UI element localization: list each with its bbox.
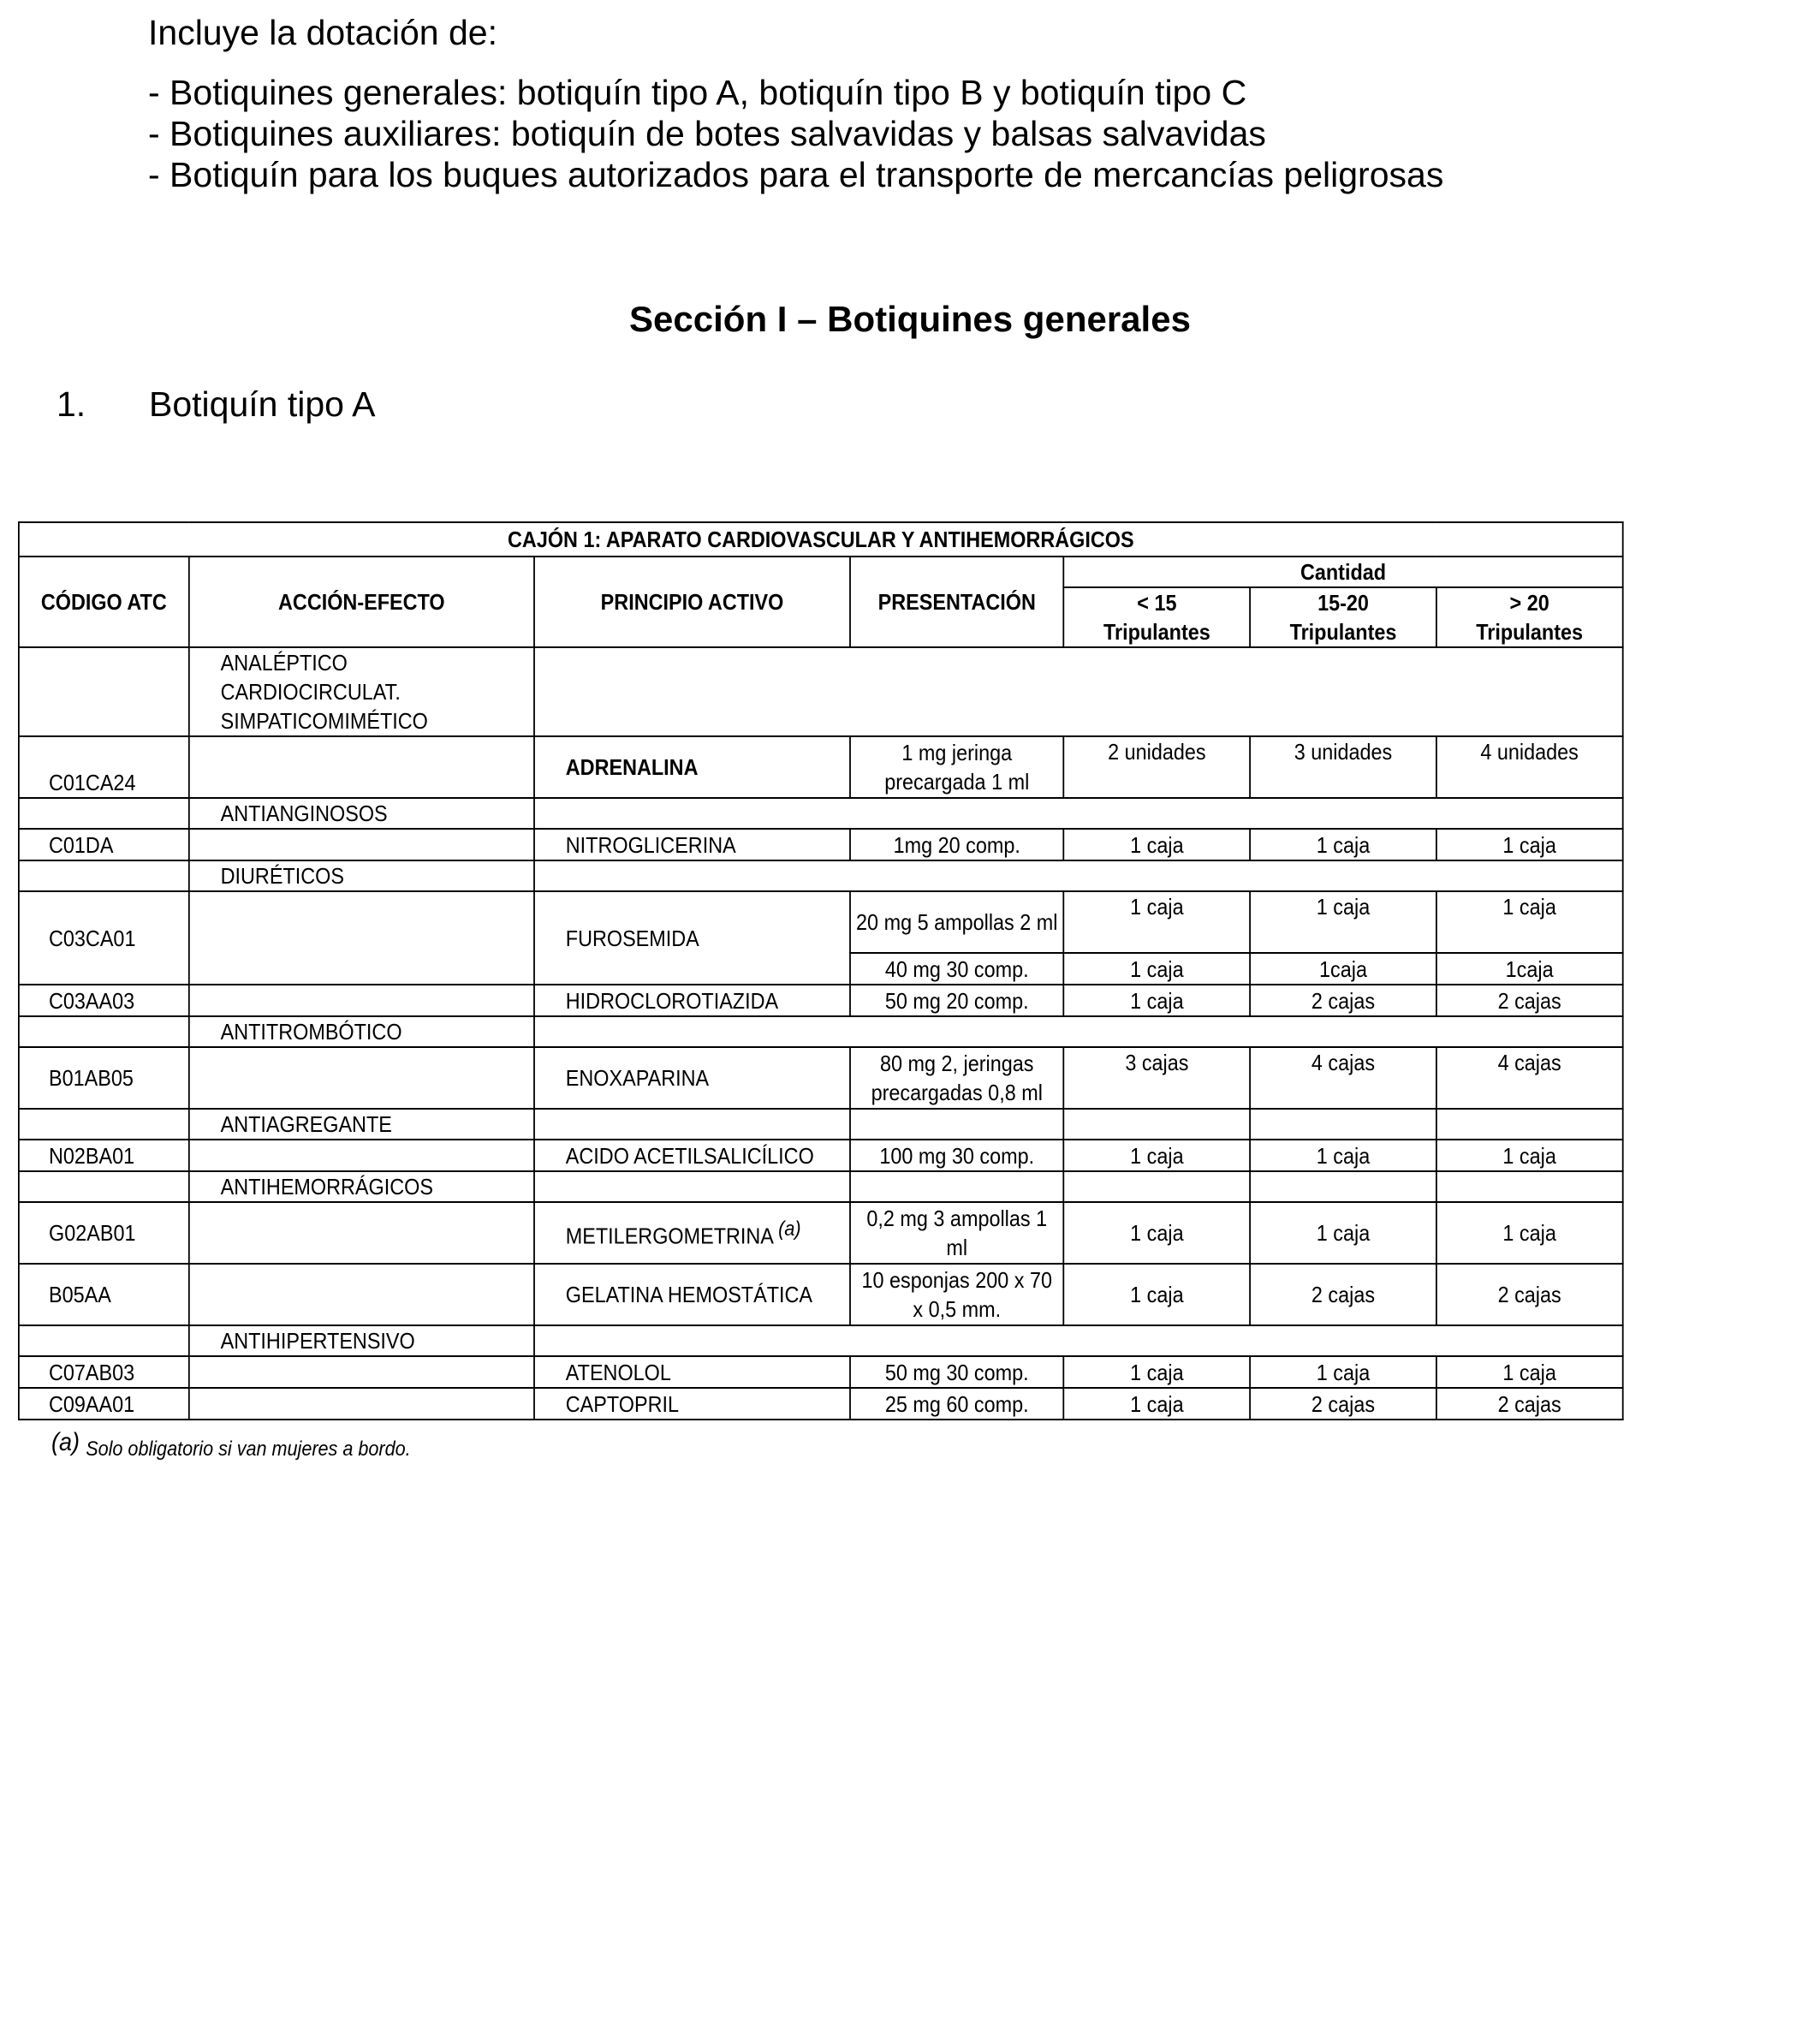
atc-code: C07AB03 (19, 1356, 189, 1388)
header-q1: < 15 Tripulantes (1063, 587, 1250, 647)
principle: HIDROCLOROTIAZIDA (534, 985, 850, 1016)
qty-lt15: 1 caja (1063, 829, 1250, 860)
qty-15-20: 2 cajas (1250, 1388, 1436, 1420)
table-row (19, 736, 1623, 798)
header-presentation: PRESENTACIÓN (850, 557, 1063, 647)
group-label: ANTIANGINOSOS (189, 798, 534, 829)
table-row (19, 829, 1623, 860)
principle: FUROSEMIDA (534, 891, 850, 985)
subsection-title: Botiquín tipo A (149, 384, 376, 424)
atc-code: C01DA (19, 829, 189, 860)
atc-code: B01AB05 (19, 1047, 189, 1109)
header-code: CÓDIGO ATC (19, 557, 189, 647)
atc-code: C09AA01 (19, 1388, 189, 1420)
qty-15-20: 1 caja (1250, 829, 1436, 860)
qty-15-20: 2 cajas (1250, 985, 1436, 1016)
qty-gt20: 1caja (1436, 953, 1623, 985)
qty-gt20: 1 caja (1436, 891, 1623, 953)
principle: CAPTOPRIL (534, 1388, 850, 1420)
presentation: 1mg 20 comp. (850, 829, 1063, 860)
presentation: 80 mg 2, jeringas precargadas 0,8 ml (850, 1047, 1063, 1109)
presentation: 20 mg 5 ampollas 2 ml (850, 891, 1063, 953)
intro-lead: Incluye la dotación de: (148, 13, 497, 52)
qty-15-20: 1 caja (1250, 891, 1436, 953)
presentation: 25 mg 60 comp. (850, 1388, 1063, 1420)
atc-code: B05AA (19, 1264, 189, 1325)
qty-gt20: 1 caja (1436, 829, 1623, 860)
table-row (19, 1356, 1623, 1388)
group-row (19, 1109, 1623, 1140)
intro-item: - Botiquines auxiliares: botiquín de botes salvavidas y balsas salvavidas (148, 114, 1266, 153)
intro-item: - Botiquín para los buques autorizados para el transporte de mercancías peligrosas (148, 155, 1444, 194)
qty-lt15: 1 caja (1063, 985, 1250, 1016)
qty-lt15: 1 caja (1063, 953, 1250, 985)
principle-cell (534, 1202, 850, 1264)
principle: ATENOLOL (534, 1356, 850, 1388)
intro-item: - Botiquines generales: botiquín tipo A, botiquín tipo B y botiquín tipo C (148, 73, 1247, 112)
group-row (19, 860, 1623, 891)
footnote (51, 1428, 411, 1461)
presentation: 50 mg 30 comp. (850, 1356, 1063, 1388)
footnote-ref: (a) (778, 1217, 801, 1241)
qty-lt15: 2 unidades (1063, 736, 1250, 798)
presentation: 40 mg 30 comp. (850, 953, 1063, 985)
table-row (19, 891, 1623, 953)
header-q3: > 20 Tripulantes (1436, 587, 1623, 647)
subsection-number: 1. (57, 384, 86, 424)
principle: NITROGLICERINA (534, 829, 850, 860)
principle: ENOXAPARINA (534, 1047, 850, 1109)
header-principle: PRINCIPIO ACTIVO (534, 557, 850, 647)
qty-15-20: 3 unidades (1250, 736, 1436, 798)
presentation: 0,2 mg 3 ampollas 1 ml (850, 1202, 1063, 1264)
presentation: 10 esponjas 200 x 70 x 0,5 mm. (850, 1264, 1063, 1325)
group-label: ANALÉPTICO CARDIOCIRCULAT. SIMPATICOMIMÉTICO (189, 647, 534, 736)
atc-code: C01CA24 (19, 736, 189, 798)
qty-gt20: 2 cajas (1436, 1264, 1623, 1325)
qty-15-20: 1 caja (1250, 1140, 1436, 1171)
header-action: ACCIÓN-EFECTO (189, 557, 534, 647)
presentation: 50 mg 20 comp. (850, 985, 1063, 1016)
table-row (19, 1202, 1623, 1264)
qty-lt15: 1 caja (1063, 1264, 1250, 1325)
section-title: Sección I – Botiquines generales (629, 299, 1191, 339)
presentation: 100 mg 30 comp. (850, 1140, 1063, 1171)
group-row (19, 1171, 1623, 1202)
table-row (19, 1047, 1623, 1109)
table-row (19, 1388, 1623, 1420)
qty-15-20: 2 cajas (1250, 1264, 1436, 1325)
intro-block (148, 12, 1443, 195)
qty-15-20: 1 caja (1250, 1356, 1436, 1388)
qty-lt15: 1 caja (1063, 1140, 1250, 1171)
medicine-table (18, 521, 1624, 1420)
group-label: DIURÉTICOS (189, 860, 534, 891)
qty-lt15: 1 caja (1063, 1202, 1250, 1264)
principle: METILERGOMETRINA (565, 1223, 773, 1249)
qty-lt15: 1 caja (1063, 1356, 1250, 1388)
group-row (19, 1016, 1623, 1047)
group-label: ANTITROMBÓTICO (189, 1016, 534, 1047)
table-row (19, 1140, 1623, 1171)
qty-15-20: 1 caja (1250, 1202, 1436, 1264)
group-label: ANTIHIPERTENSIVO (189, 1325, 534, 1356)
qty-gt20: 2 cajas (1436, 1388, 1623, 1420)
subsection-heading (57, 383, 375, 426)
qty-gt20: 1 caja (1436, 1356, 1623, 1388)
qty-lt15: 1 caja (1063, 891, 1250, 953)
footnote-mark: (a) (51, 1428, 80, 1456)
qty-lt15: 1 caja (1063, 1388, 1250, 1420)
qty-gt20: 4 cajas (1436, 1047, 1623, 1109)
table-row (19, 1264, 1623, 1325)
atc-code: N02BA01 (19, 1140, 189, 1171)
qty-gt20: 4 unidades (1436, 736, 1623, 798)
atc-code: C03AA03 (19, 985, 189, 1016)
group-label: ANTIAGREGANTE (189, 1109, 534, 1140)
qty-lt15: 3 cajas (1063, 1047, 1250, 1109)
principle: ADRENALINA (534, 736, 850, 798)
group-row (19, 798, 1623, 829)
table-row (19, 985, 1623, 1016)
group-label: ANTIHEMORRÁGICOS (189, 1171, 534, 1202)
qty-gt20: 2 cajas (1436, 985, 1623, 1016)
qty-gt20: 1 caja (1436, 1202, 1623, 1264)
atc-code: C03CA01 (19, 891, 189, 985)
qty-15-20: 1caja (1250, 953, 1436, 985)
table-caption: CAJÓN 1: APARATO CARDIOVASCULAR Y ANTIHEMORRÁGICOS (19, 522, 1623, 557)
atc-code: G02AB01 (19, 1202, 189, 1264)
header-quantity: Cantidad (1063, 557, 1622, 587)
header-q2: 15-20 Tripulantes (1250, 587, 1436, 647)
qty-gt20: 1 caja (1436, 1140, 1623, 1171)
presentation: 1 mg jeringa precargada 1 ml (850, 736, 1063, 798)
footnote-text: Solo obligatorio si van mujeres a bordo. (86, 1438, 411, 1461)
principle: ACIDO ACETILSALICÍLICO (534, 1140, 850, 1171)
group-row (19, 647, 1623, 736)
qty-15-20: 4 cajas (1250, 1047, 1436, 1109)
group-row (19, 1325, 1623, 1356)
principle: GELATINA HEMOSTÁTICA (534, 1264, 850, 1325)
